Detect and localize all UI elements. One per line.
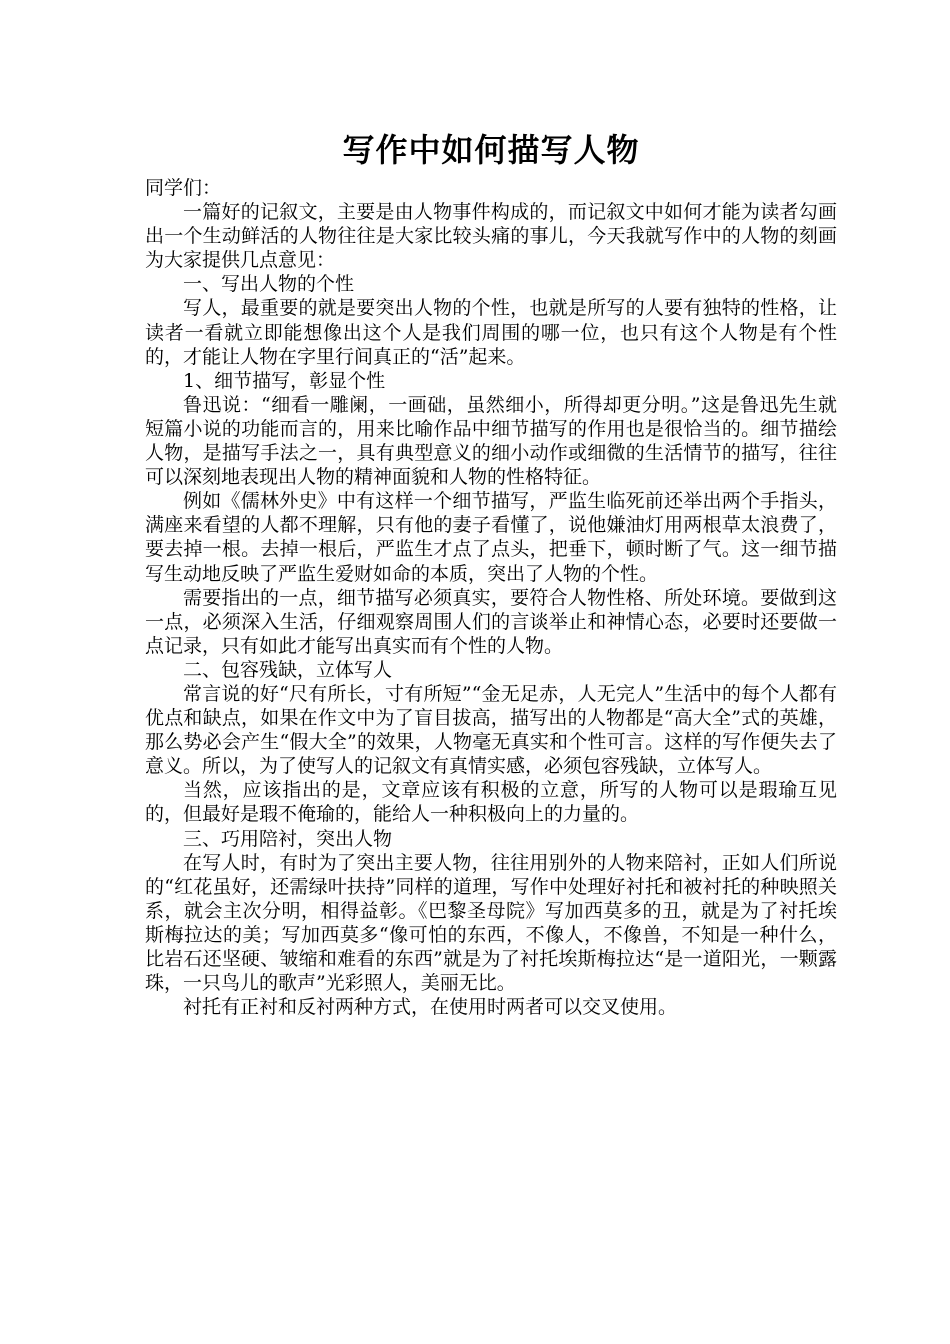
paragraph-section-2-note: 当然，应该指出的是，文章应该有积极的立意，所写的人物可以是瑕瑜互见的，但最好是瑕不俺瑜的，能给人一种积极向上的力量的。: [145, 779, 837, 826]
paragraph-section-2: 常言说的好“尺有所长，寸有所短”“金无足赤，人无完人”生活中的每个人都有优点和缺点，如果在作文中为了盲目拔高，描写出的人物都是“高大全”式的英雄，那么势必会产生“假大全”的效果，人物毫无真实和个性可言。这样的写作便失去了意义。所以，为了使写人的记叙文有真情实感，必须包容残缺，立体写人。: [145, 682, 837, 778]
document-title: 写作中如何描写人物: [342, 131, 640, 169]
paragraph-luxun-quote: 鲁迅说：“细看一雕阑，一画础，虽然细小，所得却更分明。”这是鲁迅先生就短篇小说的功能而言的，用来比喻作品中细节描写的作用也是很恰当的。细节描绘人物，是描写手法之一，具有典型意义的细小动作或细微的生活情节的描写，往往可以深刻地表现出人物的精神面貌和人物的性格特征。: [145, 393, 837, 489]
heading-section-2: 二、包容残缺，立体写人: [183, 658, 393, 681]
paragraph-intro: 一篇好的记叙文，主要是由人物事件构成的，而记叙文中如何才能为读者勾画出一个生动鲜活的人物往往是大家比较头痛的事儿，今天我就写作中的人物的刻画为大家提供几点意见：: [145, 201, 837, 272]
paragraph-detail-note: 需要指出的一点，细节描写必须真实，要符合人物性格、所处环境。要做到这一点，必须深入生活，仔细观察周围人们的言谈举止和神情心态，必要时还要做一点记录，只有如此才能写出真实而有个性的人物。: [145, 586, 837, 657]
document-page: [145, 128, 837, 1019]
greeting: 同学们：: [145, 177, 222, 199]
paragraph-section-3: 在写人时，有时为了突出主要人物，往往用别外的人物来陪衬，正如人们所说的“红花虽好，还需绿叶扶持”同样的道理，写作中处理好衬托和被衬托的种映照关系，就会主次分明，相得益彰。《巴黎圣母院》写加西莫多的丑，就是为了衬托埃斯梅拉达的美；写加西莫多“像可怕的东西，不像人，不像兽，不知是一种什么，比岩石还坚硬、皱缩和难看的东西”就是为了衬托埃斯梅拉达“是一道阳光，一颗露珠，一只鸟儿的歌声”光彩照人，美丽无比。: [145, 851, 837, 995]
paragraph-section-1: 写人，最重要的就是要突出人物的个性，也就是所写的人要有独特的性格，让读者一看就立即能想像出这个人是我们周围的哪一位，也只有这个人物是有个性的，才能让人物在字里行间真正的“活”起来。: [145, 297, 837, 368]
paragraph-rulin-example: 例如《儒林外史》中有这样一个细节描写，严监生临死前还举出两个手指头，满座来看望的人都不理解，只有他的妻子看懂了，说他嫌油灯用两根草太浪费了，要去掉一根。去掉一根后，严监生才点了点头，把垂下，顿时断了气。这一细节描写生动地反映了严监生爱财如命的本质，突出了人物的个性。: [145, 490, 837, 585]
heading-section-3: 三、巧用陪衬，突出人物: [183, 827, 393, 850]
heading-section-1: 一、写出人物的个性: [183, 273, 355, 296]
heading-subsection-1: 1、细节描写，彰显个性: [183, 369, 386, 392]
paragraph-closing: 衬托有正衬和反衬两种方式，在使用时两者可以交叉使用。: [183, 996, 678, 1019]
